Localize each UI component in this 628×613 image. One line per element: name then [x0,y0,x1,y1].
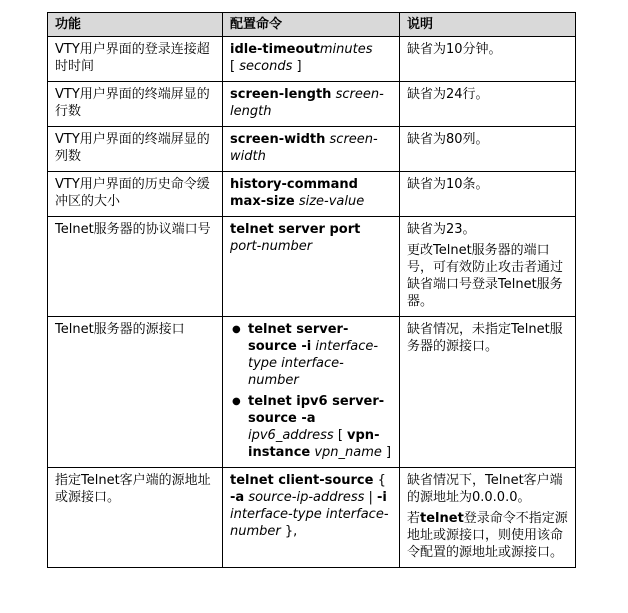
note-paragraph [407,510,570,561]
command-keyword: screen-width [230,132,326,147]
command-cell [223,172,400,217]
bracket: [ [333,428,348,443]
command-param: port-number [230,239,313,254]
function-cell: Telnet服务器的协议端口号 [48,217,223,317]
header-function: 功能 [48,13,223,37]
function-cell: VTY用户界面的终端屏显的列数 [48,127,223,172]
note-cell: 缺省情况，未指定Telnet服务器的源接口。 [400,317,576,468]
note-cell: 缺省为10条。 [400,172,576,217]
command-cell [223,468,400,568]
command-keyword: vpn-instance [248,428,380,460]
command-list [230,321,394,461]
command-keyword: telnet ipv6 server-source -a [248,394,385,426]
command-param: interface-type interface-number [230,507,389,539]
command-list-item [248,321,394,389]
command-keyword: idle-timeout [230,42,320,57]
table-header-row [48,13,576,37]
note-keyword: telnet [420,511,464,526]
table-row [48,82,576,127]
separator: | [364,490,378,505]
function-cell: VTY用户界面的历史命令缓冲区的大小 [48,172,223,217]
command-param: interface-type interface-number [248,339,379,388]
command-param: screen-width [230,132,378,164]
command-keyword: telnet server-source -i [248,322,349,354]
function-cell: Telnet服务器的源接口 [48,317,223,468]
command-param: size-value [298,194,365,209]
command-keyword: history-command max-size [230,177,358,209]
brace: { [373,473,386,488]
note-text: 登录命令不指定源地址或源接口，则使用该命令配置的源地址或源接口。 [407,511,568,560]
table-row [48,468,576,568]
note-cell [400,217,576,317]
command-cell [223,82,400,127]
header-command: 配置命令 [223,13,400,37]
table-row [48,217,576,317]
command-cell [223,217,400,317]
command-param: ipv6_address [248,428,334,443]
brace: }, [280,524,298,539]
command-keyword: telnet server port [230,222,361,237]
table-row [48,317,576,468]
note-cell [400,468,576,568]
function-cell: VTY用户界面的登录连接超时时间 [48,37,223,82]
table-row [48,37,576,82]
command-param: seconds [239,59,293,74]
command-keyword: telnet client-source [230,473,374,488]
command-list-item [248,393,394,461]
note-paragraph: 缺省为23。 [407,222,476,237]
note-paragraph: 更改Telnet服务器的端口号，可有效防止攻击者通过缺省端口号登录Telnet服务器。 [407,243,564,309]
bracket: ] [292,59,302,74]
note-paragraph: 缺省情况下，Telnet客户端的源地址为0.0.0.0。 [407,473,563,505]
header-note: 说明 [400,13,576,37]
note-cell: 缺省为80列。 [400,127,576,172]
note-text: 若 [407,511,421,526]
table-row [48,127,576,172]
command-param: source-ip-address [248,490,365,505]
command-param: screen-length [230,87,384,119]
command-keyword: -a [230,490,245,505]
command-keyword: -i [377,490,387,505]
command-param: minutes [319,42,373,57]
note-cell: 缺省为10分钟。 [400,37,576,82]
command-cell [223,317,400,468]
function-cell: 指定Telnet客户端的源地址或源接口。 [48,468,223,568]
bracket: [ [230,59,240,74]
command-cell [223,37,400,82]
bracket: ] [381,445,392,460]
command-keyword: screen-length [230,87,332,102]
config-table [47,12,576,568]
command-param: vpn_name [314,445,382,460]
table-row [48,172,576,217]
function-cell: VTY用户界面的终端屏显的行数 [48,82,223,127]
note-cell: 缺省为24行。 [400,82,576,127]
command-cell [223,127,400,172]
